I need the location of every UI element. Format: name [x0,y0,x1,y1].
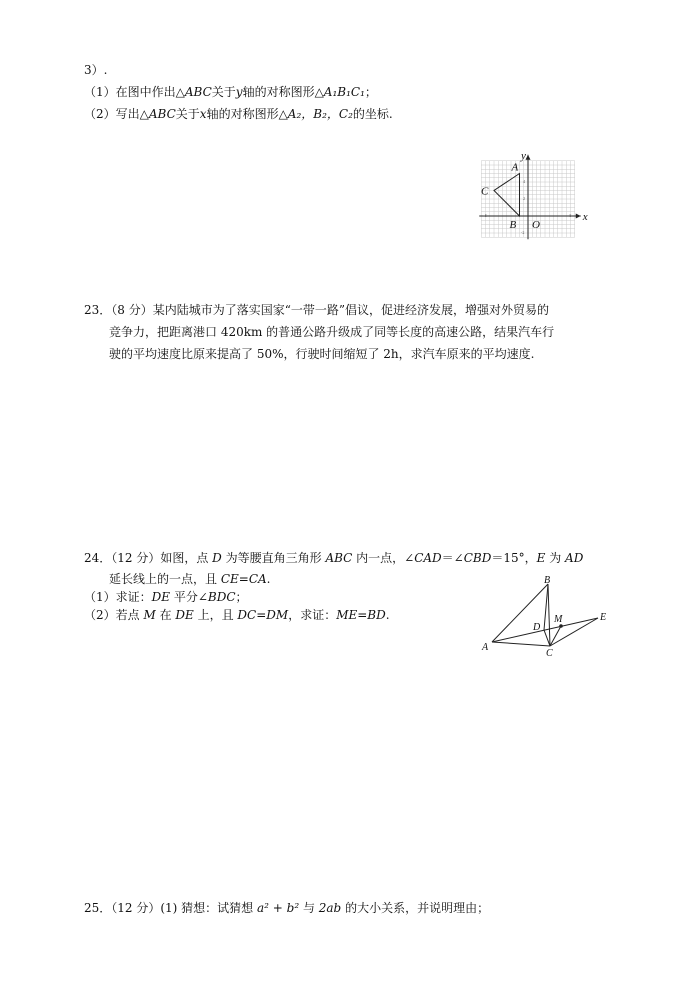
q23-line3: 驶的平均速度比原来提高了 50%，行驶时间缩短了 2h，求汽车原来的平均速度. [109,347,535,361]
tick-label: 2 [523,196,525,201]
q24-part1: （1）求证：DE 平分∠BDC； [84,590,248,604]
q24-line2: 延长线上的一点，且 CE=CA. [109,572,271,586]
origin-label: O [532,219,540,231]
y-axis-arrow [526,155,531,160]
point-label-c: C [481,185,489,198]
tick-label: 4 [523,179,525,184]
q24-part2: （2）若点 M 在 DE 上，且 DC=DM，求证：ME=BD. [84,608,390,622]
q22-part2: （2）写出△ABC关于x轴的对称图形△A₂，B₂，C₂的坐标. [84,107,393,121]
label-a: A [482,642,489,653]
label-m: M [554,614,563,625]
coordinate-grid-figure [436,96,632,260]
triangle-figure [478,574,618,658]
q22-head: 3）. [84,63,108,77]
point-label-a: A [511,161,519,174]
x-axis-arrow [576,214,581,219]
axes [479,155,581,240]
segment-ac [492,642,550,646]
label-e: E [600,612,607,623]
tick-label: -5 [483,213,487,218]
tick-label: -2 [521,230,525,235]
label-d: D [533,622,541,633]
label-c: C [546,648,553,658]
q25-line1: 25．（12 分）(1) 猜想：试猜想 a² + b² 与 2ab 的大小关系，并说明理由； [84,901,490,915]
segment-bd [544,584,548,630]
point-label-b: B [509,219,517,231]
q23-line2: 竞争力，把距离港口 420km 的普通公路升级成了同等长度的高速公路，结果汽车行 [109,325,555,339]
q24-line1: 24．（12 分）如图，点 D 为等腰直角三角形 ABC 内一点，∠CAD＝∠CBD＝15°，E 为 AD [84,551,584,565]
label-b: B [544,575,551,586]
segment-bc [548,584,550,646]
grid-labels [481,150,588,235]
segment-ab [492,584,548,642]
x-axis-label: x [582,211,588,223]
y-axis-label: y [521,149,526,162]
tick-label: 5 [569,213,572,218]
q22-part1: （1）在图中作出△ABC关于y轴的对称图形△A₁B₁C₁； [84,85,377,99]
q23-line1: 23．（8 分）某内陆城市为了落实国家“一带一路”倡议，促进经济发展，增强对外贸易的 [84,303,549,317]
